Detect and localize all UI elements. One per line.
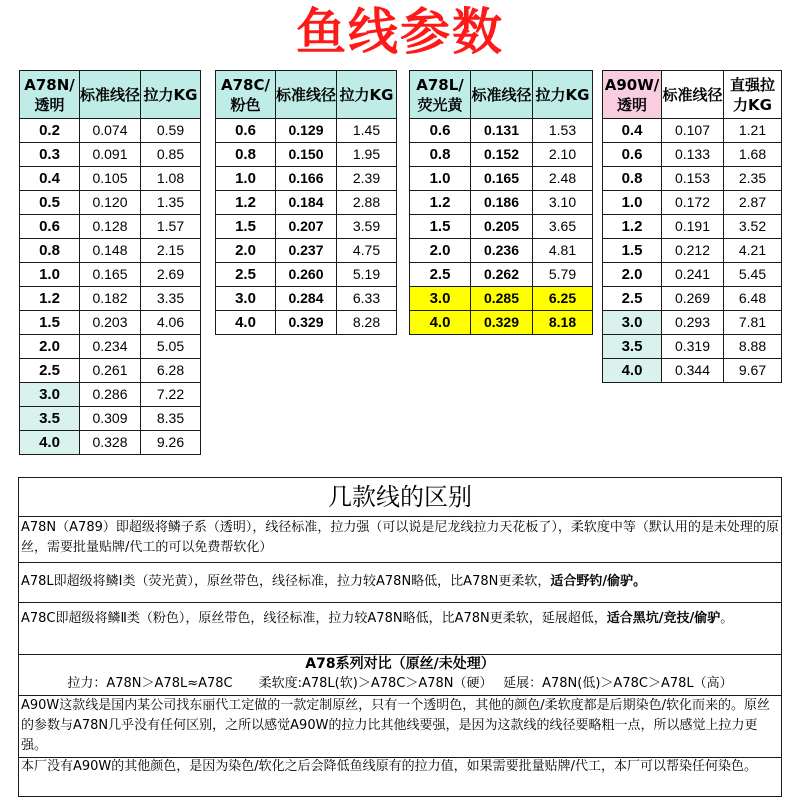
diameter-cell: 0.128 <box>80 215 141 239</box>
table-row <box>20 383 201 407</box>
table-header-row <box>20 71 201 119</box>
a78c-description <box>19 609 781 629</box>
column-header: 标准线径 <box>276 71 337 119</box>
strength-cell: 1.08 <box>141 167 201 191</box>
diameter-cell: 0.329 <box>471 311 533 335</box>
size-cell: 0.6 <box>20 215 80 239</box>
table-row <box>603 215 782 239</box>
table-row <box>216 143 397 167</box>
table-row <box>603 311 782 335</box>
table-row <box>20 431 201 455</box>
diameter-cell: 0.319 <box>662 335 724 359</box>
strength-cell: 5.19 <box>337 263 397 287</box>
strength-cell: 6.28 <box>141 359 201 383</box>
size-cell: 1.5 <box>603 239 662 263</box>
table-row <box>410 143 593 167</box>
diameter-cell: 0.329 <box>276 311 337 335</box>
diameter-cell: 0.234 <box>80 335 141 359</box>
size-cell: 4.0 <box>603 359 662 383</box>
size-cell: 4.0 <box>20 431 80 455</box>
size-cell: 2.0 <box>603 263 662 287</box>
size-cell: 1.2 <box>216 191 276 215</box>
table-row <box>20 311 201 335</box>
a78n-description: A78N（A789）即超级将鳞子系（透明），线径标准，拉力强（可以说是尼龙线拉力天花板了），柔软度中等（默认用的是未处理的原丝，需要批量贴牌/代工的可以免费帮软化） <box>21 520 779 555</box>
diameter-cell: 0.129 <box>276 119 337 143</box>
differences-title: 几款线的区别 <box>19 478 781 517</box>
table-row <box>603 119 782 143</box>
diameter-cell: 0.091 <box>80 143 141 167</box>
table-row <box>20 287 201 311</box>
size-cell: 0.8 <box>216 143 276 167</box>
size-cell: 0.8 <box>603 167 662 191</box>
strength-cell: 9.26 <box>141 431 201 455</box>
a78c-description-text: A78C即超级将鳞Ⅱ类（粉色），原丝带色，线径标准，拉力较A78N略低，比A78N更柔软，延展超低， <box>21 611 607 626</box>
divider <box>19 602 781 603</box>
size-cell: 0.2 <box>20 119 80 143</box>
diameter-cell: 0.286 <box>80 383 141 407</box>
size-cell: 0.5 <box>20 191 80 215</box>
diameter-cell: 0.166 <box>276 167 337 191</box>
size-cell: 2.5 <box>216 263 276 287</box>
column-header: A90W/透明 <box>603 71 662 119</box>
diameter-cell: 0.261 <box>80 359 141 383</box>
table-row <box>216 119 397 143</box>
diameter-cell: 0.205 <box>471 215 533 239</box>
diameter-cell: 0.191 <box>662 215 724 239</box>
strength-cell: 2.88 <box>337 191 397 215</box>
a78l-description <box>19 572 781 592</box>
table-header-row <box>603 71 782 119</box>
column-header: 拉力KG <box>533 71 593 119</box>
table-row <box>20 407 201 431</box>
a78n-spec-table <box>19 70 201 455</box>
strength-cell: 3.59 <box>337 215 397 239</box>
strength-cell: 6.25 <box>533 287 593 311</box>
diameter-cell: 0.152 <box>471 143 533 167</box>
column-header: 标准线径 <box>662 71 724 119</box>
size-cell: 0.4 <box>20 167 80 191</box>
strength-cell: 6.33 <box>337 287 397 311</box>
diameter-cell: 0.172 <box>662 191 724 215</box>
table-row <box>603 359 782 383</box>
diameter-cell: 0.284 <box>276 287 337 311</box>
divider <box>19 562 781 563</box>
size-cell: 0.3 <box>20 143 80 167</box>
strength-cell: 4.81 <box>533 239 593 263</box>
size-cell: 0.6 <box>603 143 662 167</box>
table-row <box>20 335 201 359</box>
differences-panel <box>18 477 782 797</box>
diameter-cell: 0.153 <box>662 167 724 191</box>
a78-comparison-line: 拉力：A78N＞A78L≈A78C 柔软度:A78L(软)＞A78C＞A78N（硬） 延展：A78N(低)＞A78C＞A78L（高） <box>67 676 733 691</box>
table-row <box>603 263 782 287</box>
size-cell: 3.5 <box>603 335 662 359</box>
column-header: A78N/透明 <box>20 71 80 119</box>
table-row <box>216 239 397 263</box>
size-cell: 1.5 <box>216 215 276 239</box>
size-cell: 0.4 <box>603 119 662 143</box>
column-header: 直强拉力KG <box>724 71 782 119</box>
size-cell: 3.0 <box>410 287 471 311</box>
table-row <box>216 215 397 239</box>
strength-cell: 0.85 <box>141 143 201 167</box>
strength-cell: 1.95 <box>337 143 397 167</box>
column-header: A78C/粉色 <box>216 71 276 119</box>
diameter-cell: 0.150 <box>276 143 337 167</box>
strength-cell: 7.22 <box>141 383 201 407</box>
a78l-recommendation: 适合野钓/偷驴。 <box>550 574 647 589</box>
size-cell: 2.5 <box>603 287 662 311</box>
table-row <box>20 359 201 383</box>
size-cell: 0.8 <box>20 239 80 263</box>
strength-cell: 3.10 <box>533 191 593 215</box>
strength-cell: 1.57 <box>141 215 201 239</box>
table-row <box>410 311 593 335</box>
diameter-cell: 0.241 <box>662 263 724 287</box>
size-cell: 1.2 <box>603 215 662 239</box>
table-row <box>410 167 593 191</box>
a90w-description: A90W这款线是国内某公司找东丽代工定做的一款定制原丝，只有一个透明色，其他的颜色/柔软度都是后期染色/软化而来的。原丝的参数与A78N几乎没有任何区别，之所以感觉A90W的拉力比其他线要强，是因为这款线的线径要略粗一点，所以感觉上拉力更强。 <box>21 698 771 753</box>
diameter-cell: 0.309 <box>80 407 141 431</box>
strength-cell: 1.35 <box>141 191 201 215</box>
diameter-cell: 0.105 <box>80 167 141 191</box>
diameter-cell: 0.207 <box>276 215 337 239</box>
table-row <box>603 239 782 263</box>
table-row <box>410 119 593 143</box>
strength-cell: 4.06 <box>141 311 201 335</box>
a78-comparison-title: A78系列对比（原丝/未处理） <box>305 656 495 672</box>
strength-cell: 2.15 <box>141 239 201 263</box>
diameter-cell: 0.236 <box>471 239 533 263</box>
table-row <box>216 191 397 215</box>
table-row <box>410 191 593 215</box>
strength-cell: 1.45 <box>337 119 397 143</box>
diameter-cell: 0.260 <box>276 263 337 287</box>
table-row <box>603 143 782 167</box>
size-cell: 2.0 <box>216 239 276 263</box>
strength-cell: 1.21 <box>724 119 782 143</box>
strength-cell: 3.52 <box>724 215 782 239</box>
size-cell: 2.5 <box>410 263 471 287</box>
strength-cell: 5.45 <box>724 263 782 287</box>
strength-cell: 2.69 <box>141 263 201 287</box>
strength-cell: 5.05 <box>141 335 201 359</box>
size-cell: 3.0 <box>216 287 276 311</box>
size-cell: 3.0 <box>20 383 80 407</box>
size-cell: 0.6 <box>410 119 471 143</box>
table-row <box>410 263 593 287</box>
diameter-cell: 0.186 <box>471 191 533 215</box>
strength-cell: 8.28 <box>337 311 397 335</box>
table-row <box>603 167 782 191</box>
strength-cell: 4.21 <box>724 239 782 263</box>
strength-cell: 8.88 <box>724 335 782 359</box>
diameter-cell: 0.133 <box>662 143 724 167</box>
size-cell: 4.0 <box>216 311 276 335</box>
table-row <box>216 167 397 191</box>
size-cell: 1.2 <box>410 191 471 215</box>
table-row <box>216 287 397 311</box>
size-cell: 0.6 <box>216 119 276 143</box>
strength-cell: 3.35 <box>141 287 201 311</box>
table-row <box>410 287 593 311</box>
table-row <box>410 239 593 263</box>
column-header: A78L/荧光黄 <box>410 71 471 119</box>
strength-cell: 2.48 <box>533 167 593 191</box>
a78c-recommendation: 适合黑坑/竞技/偷驴 <box>606 611 721 626</box>
table-row <box>603 191 782 215</box>
table-row <box>216 263 397 287</box>
size-cell: 0.8 <box>410 143 471 167</box>
strength-cell: 2.39 <box>337 167 397 191</box>
table-row <box>20 239 201 263</box>
diameter-cell: 0.285 <box>471 287 533 311</box>
diameter-cell: 0.237 <box>276 239 337 263</box>
table-header-row <box>216 71 397 119</box>
strength-cell: 8.18 <box>533 311 593 335</box>
column-header: 拉力KG <box>141 71 201 119</box>
size-cell: 4.0 <box>410 311 471 335</box>
table-row <box>20 119 201 143</box>
a78l-spec-table <box>409 70 593 335</box>
a78c-description-end: 。 <box>720 611 734 626</box>
strength-cell: 5.79 <box>533 263 593 287</box>
table-row <box>20 263 201 287</box>
strength-cell: 0.59 <box>141 119 201 143</box>
table-row <box>410 215 593 239</box>
strength-cell: 3.65 <box>533 215 593 239</box>
page-title: 鱼线参数 <box>296 3 504 61</box>
size-cell: 1.5 <box>20 311 80 335</box>
strength-cell: 1.53 <box>533 119 593 143</box>
diameter-cell: 0.165 <box>80 263 141 287</box>
diameter-cell: 0.269 <box>662 287 724 311</box>
table-header-row <box>410 71 593 119</box>
strength-cell: 6.48 <box>724 287 782 311</box>
column-header: 标准线径 <box>80 71 141 119</box>
size-cell: 3.5 <box>20 407 80 431</box>
diameter-cell: 0.120 <box>80 191 141 215</box>
strength-cell: 1.68 <box>724 143 782 167</box>
size-cell: 1.0 <box>216 167 276 191</box>
diameter-cell: 0.328 <box>80 431 141 455</box>
size-cell: 1.0 <box>20 263 80 287</box>
a90w-spec-table <box>602 70 782 383</box>
size-cell: 1.2 <box>20 287 80 311</box>
strength-cell: 4.75 <box>337 239 397 263</box>
diameter-cell: 0.212 <box>662 239 724 263</box>
diameter-cell: 0.182 <box>80 287 141 311</box>
column-header: 拉力KG <box>337 71 397 119</box>
size-cell: 1.5 <box>410 215 471 239</box>
diameter-cell: 0.203 <box>80 311 141 335</box>
strength-cell: 8.35 <box>141 407 201 431</box>
diameter-cell: 0.293 <box>662 311 724 335</box>
size-cell: 1.0 <box>603 191 662 215</box>
strength-cell: 7.81 <box>724 311 782 335</box>
a78l-description-text: A78L即超级将鳞Ⅰ类（荧光黄），原丝带色，线径标准，拉力较A78N略低，比A78N更柔软， <box>21 574 551 589</box>
size-cell: 3.0 <box>603 311 662 335</box>
strength-cell: 2.87 <box>724 191 782 215</box>
table-row <box>20 191 201 215</box>
size-cell: 1.0 <box>410 167 471 191</box>
strength-cell: 2.10 <box>533 143 593 167</box>
strength-cell: 2.35 <box>724 167 782 191</box>
table-row <box>603 335 782 359</box>
strength-cell: 9.67 <box>724 359 782 383</box>
size-cell: 2.0 <box>410 239 471 263</box>
table-row <box>20 143 201 167</box>
table-row <box>603 287 782 311</box>
diameter-cell: 0.344 <box>662 359 724 383</box>
table-row <box>20 215 201 239</box>
diameter-cell: 0.148 <box>80 239 141 263</box>
table-row <box>20 167 201 191</box>
diameter-cell: 0.165 <box>471 167 533 191</box>
diameter-cell: 0.262 <box>471 263 533 287</box>
diameter-cell: 0.074 <box>80 119 141 143</box>
diameter-cell: 0.131 <box>471 119 533 143</box>
column-header: 标准线径 <box>471 71 533 119</box>
a78c-spec-table <box>215 70 397 335</box>
factory-note: 本厂没有A90W的其他颜色，是因为染色/软化之后会降低鱼线原有的拉力值，如果需要批量贴牌/代工，本厂可以帮染任何染色。 <box>21 759 758 774</box>
size-cell: 2.0 <box>20 335 80 359</box>
diameter-cell: 0.184 <box>276 191 337 215</box>
table-row <box>216 311 397 335</box>
size-cell: 2.5 <box>20 359 80 383</box>
diameter-cell: 0.107 <box>662 119 724 143</box>
